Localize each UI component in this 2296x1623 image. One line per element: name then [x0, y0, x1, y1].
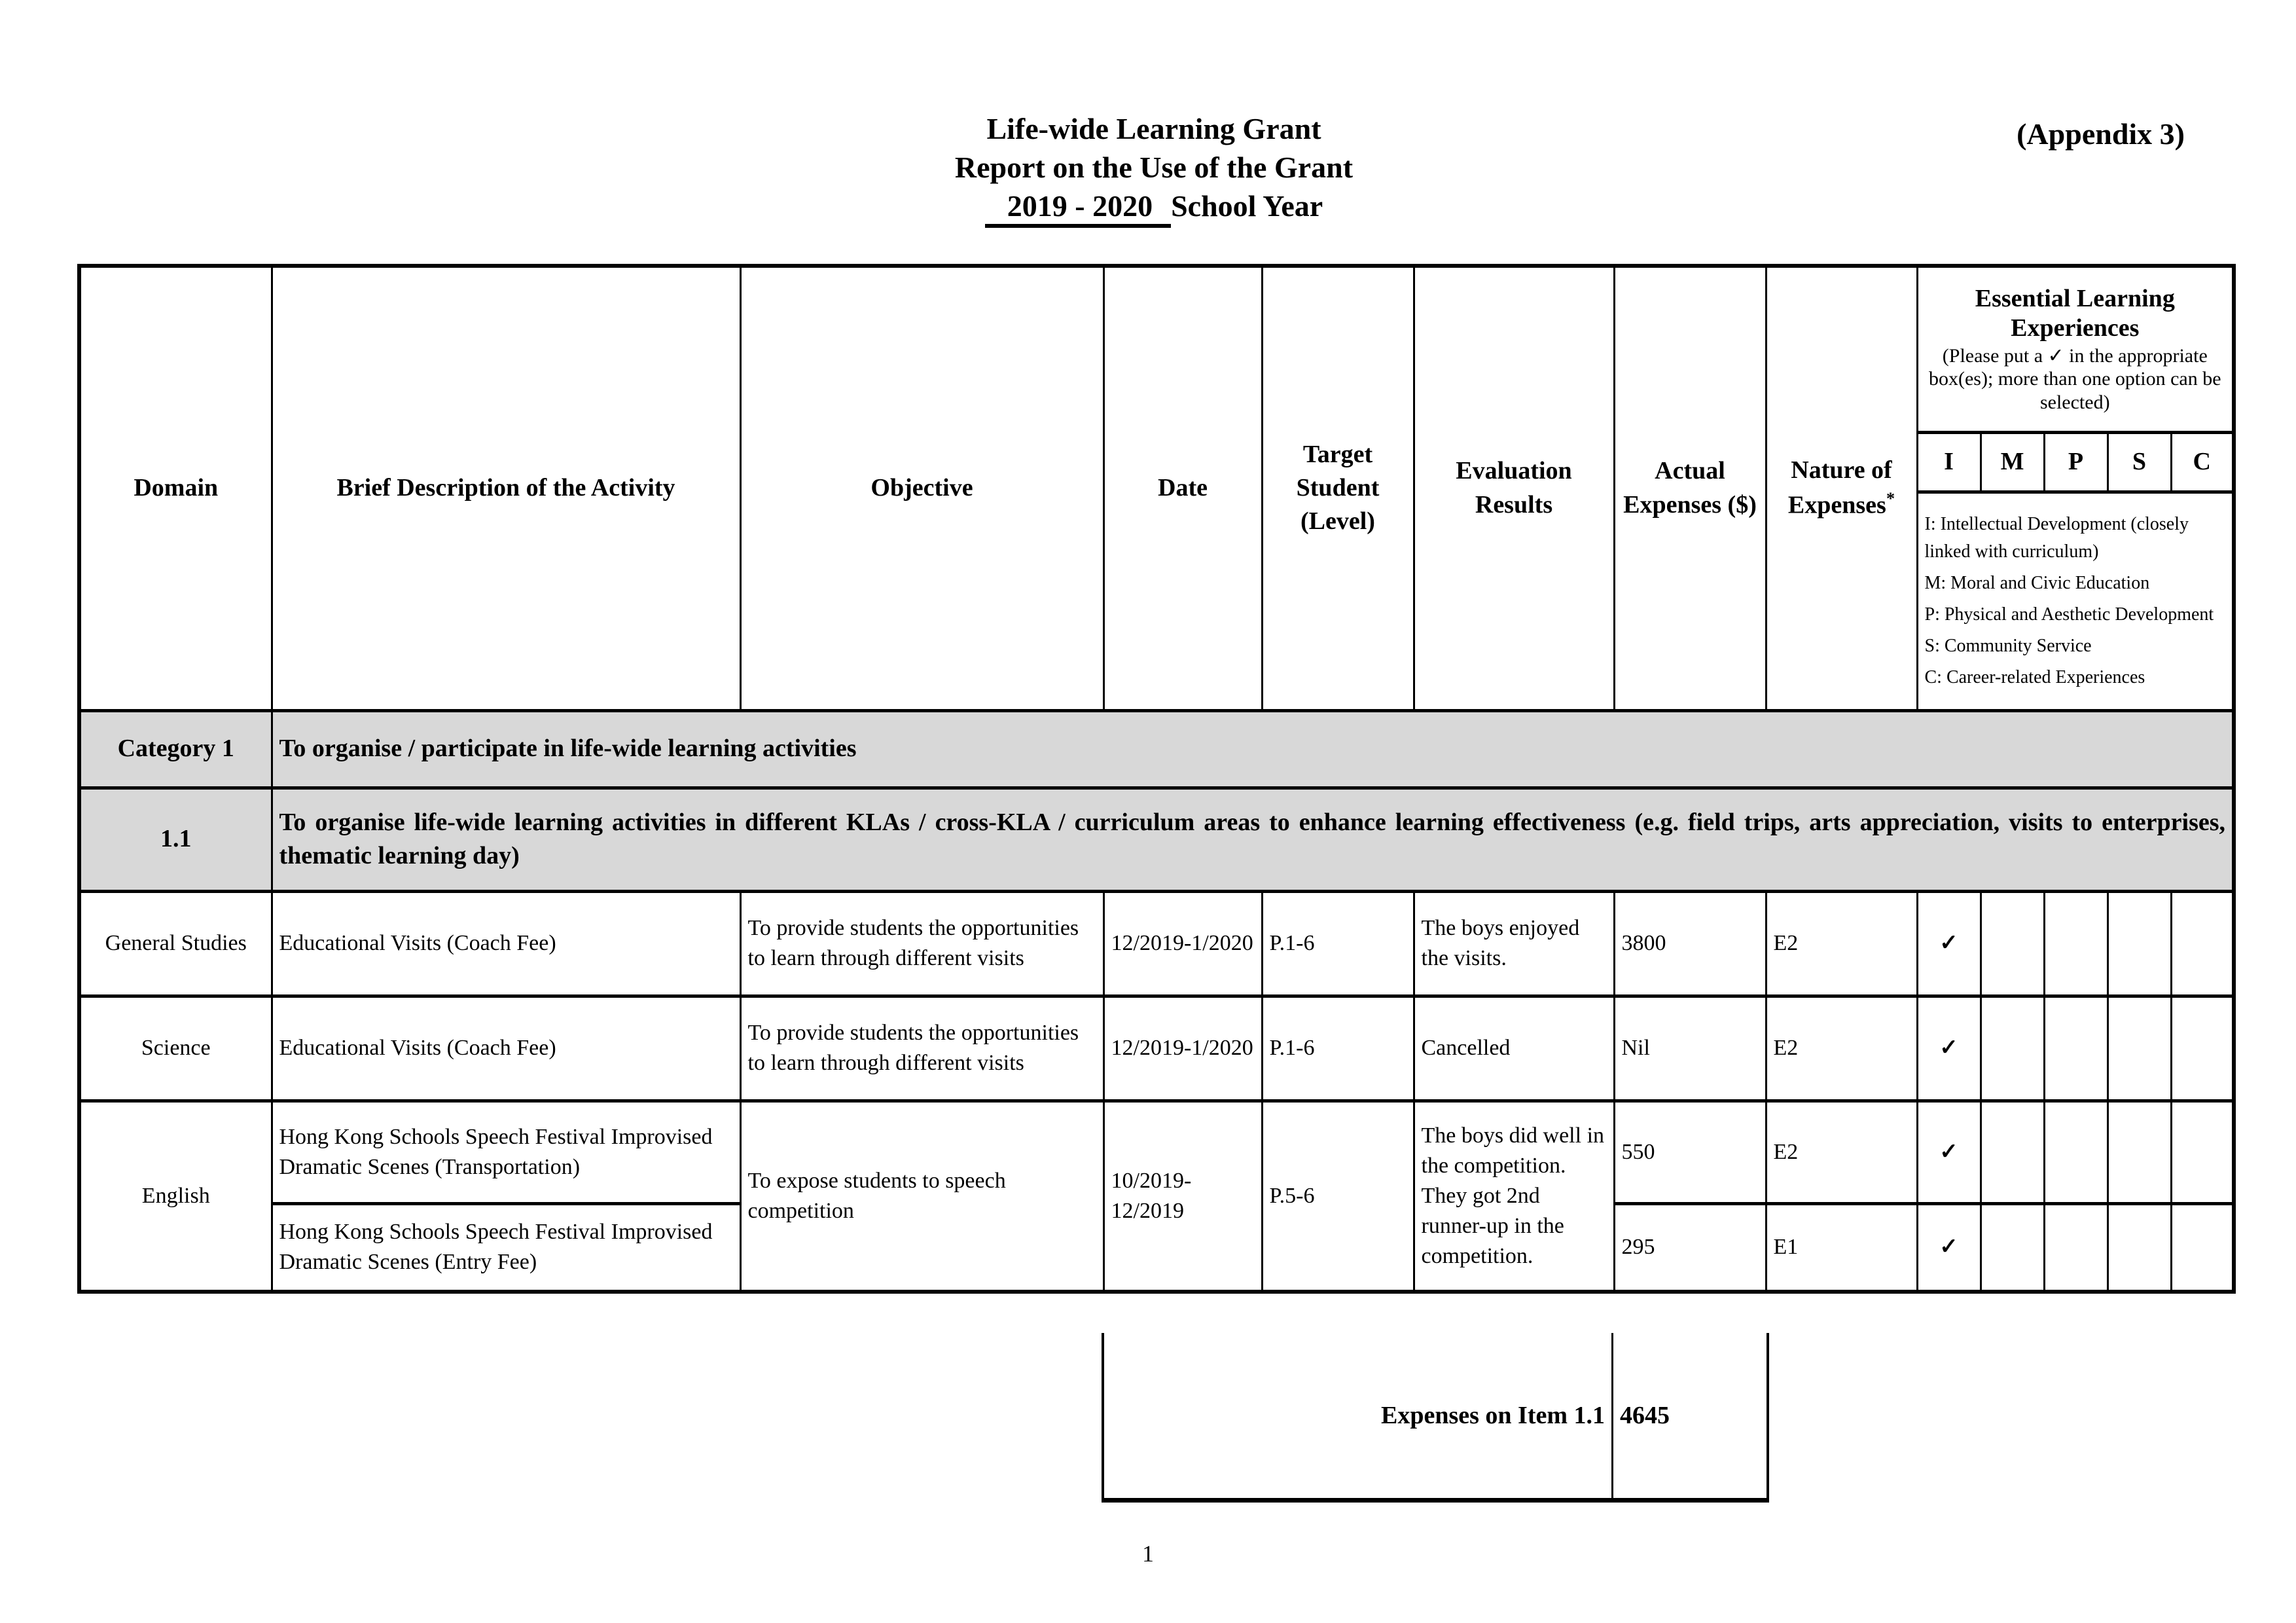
check-cell-M [1981, 1203, 2044, 1292]
expenses-summary-label: Expenses on Item 1.1 [1104, 1333, 1613, 1498]
ele-col-P: P [2044, 432, 2108, 492]
cell-objective: To provide students the opportunities to learn through different visits [740, 996, 1103, 1101]
legend-item-S: S: Community Service [1924, 636, 2092, 656]
title-line-2: Report on the Use of the Grant [954, 150, 1354, 184]
cell-description: Educational Visits (Coach Fee) [272, 891, 740, 996]
check-cell-C [2171, 1203, 2234, 1292]
col-header-date: Date [1103, 266, 1262, 710]
ele-col-C: C [2171, 432, 2234, 492]
cell-date: 12/2019-1/2020 [1103, 891, 1262, 996]
appendix-label: (Appendix 3) [2017, 117, 2185, 151]
item-1-1-text: To organise life-wide learning activities in different KLAs / cross-KLA / curriculum areas to enhance learning effectiveness (e.g. field trips, arts appreciation, visits to enterprises, thematic learning day) [272, 788, 2234, 891]
col-header-domain: Domain [79, 266, 272, 710]
title-line-1: Life-wide Learning Grant [986, 112, 1321, 145]
ele-col-I: I [1917, 432, 1981, 492]
check-cell-M [1981, 891, 2044, 996]
category-row [79, 710, 2234, 788]
col-header-evaluation-results: Evaluation Results [1414, 266, 1614, 710]
item-1-1-label: 1.1 [79, 788, 272, 891]
table-row-science [79, 996, 2234, 1101]
title-line-3 [77, 187, 2231, 226]
legend-item-I: I: Intellectual Development (closely linked with curriculum) [1924, 514, 2189, 562]
check-cell-M [1981, 1101, 2044, 1203]
expenses-summary-box [1102, 1333, 1769, 1503]
cell-target: P.1-6 [1262, 891, 1414, 996]
category-text: To organise / participate in life-wide learning activities [272, 710, 2234, 788]
table-row-english-transportation [79, 1101, 2234, 1203]
cell-expenses: 295 [1614, 1203, 1766, 1292]
cell-nature: E2 [1766, 891, 1917, 996]
cell-domain: Science [79, 996, 272, 1101]
school-year-value: 2019 - 2020 [985, 189, 1171, 228]
school-year-label: School Year [1171, 189, 1323, 223]
page-number: 1 [1142, 1541, 1154, 1567]
col-header-objective: Objective [740, 266, 1103, 710]
check-cell-C [2171, 891, 2234, 996]
ele-title: Essential Learning Experiences [1975, 285, 2175, 342]
cell-nature: E2 [1766, 996, 1917, 1101]
ele-col-S: S [2108, 432, 2171, 492]
cell-date: 12/2019-1/2020 [1103, 996, 1262, 1101]
check-cell-S [2108, 996, 2171, 1101]
cell-description: Hong Kong Schools Speech Festival Improvised Dramatic Scenes (Entry Fee) [272, 1203, 740, 1292]
cell-expenses: 550 [1614, 1101, 1766, 1203]
col-header-target-student: Target Student (Level) [1262, 266, 1414, 710]
cell-objective: To expose students to speech competition [740, 1101, 1103, 1292]
cell-evaluation: Cancelled [1414, 996, 1614, 1101]
legend-item-P: P: Physical and Aesthetic Development [1924, 604, 2214, 625]
check-cell-I: ✓ [1917, 996, 1981, 1101]
cell-expenses: Nil [1614, 996, 1766, 1101]
cell-objective: To provide students the opportunities to learn through different visits [740, 891, 1103, 996]
document-title [77, 110, 2231, 226]
cell-domain: English [79, 1101, 272, 1292]
check-cell-P [2044, 1203, 2108, 1292]
nature-asterisk: * [1886, 488, 1895, 509]
check-cell-P [2044, 996, 2108, 1101]
nature-label: Nature of Expenses [1787, 456, 1892, 520]
col-header-nature-of-expenses [1766, 266, 1917, 710]
cell-nature: E1 [1766, 1203, 1917, 1292]
ele-header [1917, 266, 2234, 432]
expenses-summary-value: 4645 [1620, 1402, 1670, 1429]
ele-instruction: (Please put a ✓ in the appropriate box(es); more than one option can be selected) [1929, 344, 2221, 413]
check-cell-I: ✓ [1917, 1101, 1981, 1203]
col-header-actual-expenses: Actual Expenses ($) [1614, 266, 1766, 710]
ele-legend [1917, 492, 2234, 710]
check-cell-S [2108, 1101, 2171, 1203]
cell-description: Hong Kong Schools Speech Festival Improvised Dramatic Scenes (Transportation) [272, 1101, 740, 1203]
check-cell-I: ✓ [1917, 891, 1981, 996]
cell-date: 10/2019-12/2019 [1103, 1101, 1262, 1292]
cell-expenses: 3800 [1614, 891, 1766, 996]
cell-evaluation: The boys did well in the competition. They got 2nd runner-up in the competition. [1414, 1101, 1614, 1292]
check-cell-S [2108, 1203, 2171, 1292]
header-row [79, 266, 2234, 432]
check-cell-M [1981, 996, 2044, 1101]
check-cell-I: ✓ [1917, 1203, 1981, 1292]
cell-evaluation: The boys enjoyed the visits. [1414, 891, 1614, 996]
check-cell-P [2044, 1101, 2108, 1203]
check-cell-C [2171, 1101, 2234, 1203]
grant-report-table [77, 264, 2236, 1294]
cell-target: P.1-6 [1262, 996, 1414, 1101]
cell-domain: General Studies [79, 891, 272, 996]
check-cell-C [2171, 996, 2234, 1101]
cell-target: P.5-6 [1262, 1101, 1414, 1292]
item-1-1-row [79, 788, 2234, 891]
check-cell-S [2108, 891, 2171, 996]
table-row-general-studies [79, 891, 2234, 996]
legend-item-M: M: Moral and Civic Education [1924, 573, 2150, 593]
legend-item-C: C: Career-related Experiences [1924, 667, 2145, 687]
category-label: Category 1 [79, 710, 272, 788]
cell-nature: E2 [1766, 1101, 1917, 1203]
col-header-description: Brief Description of the Activity [272, 266, 740, 710]
cell-description: Educational Visits (Coach Fee) [272, 996, 740, 1101]
ele-col-M: M [1981, 432, 2044, 492]
check-cell-P [2044, 891, 2108, 996]
